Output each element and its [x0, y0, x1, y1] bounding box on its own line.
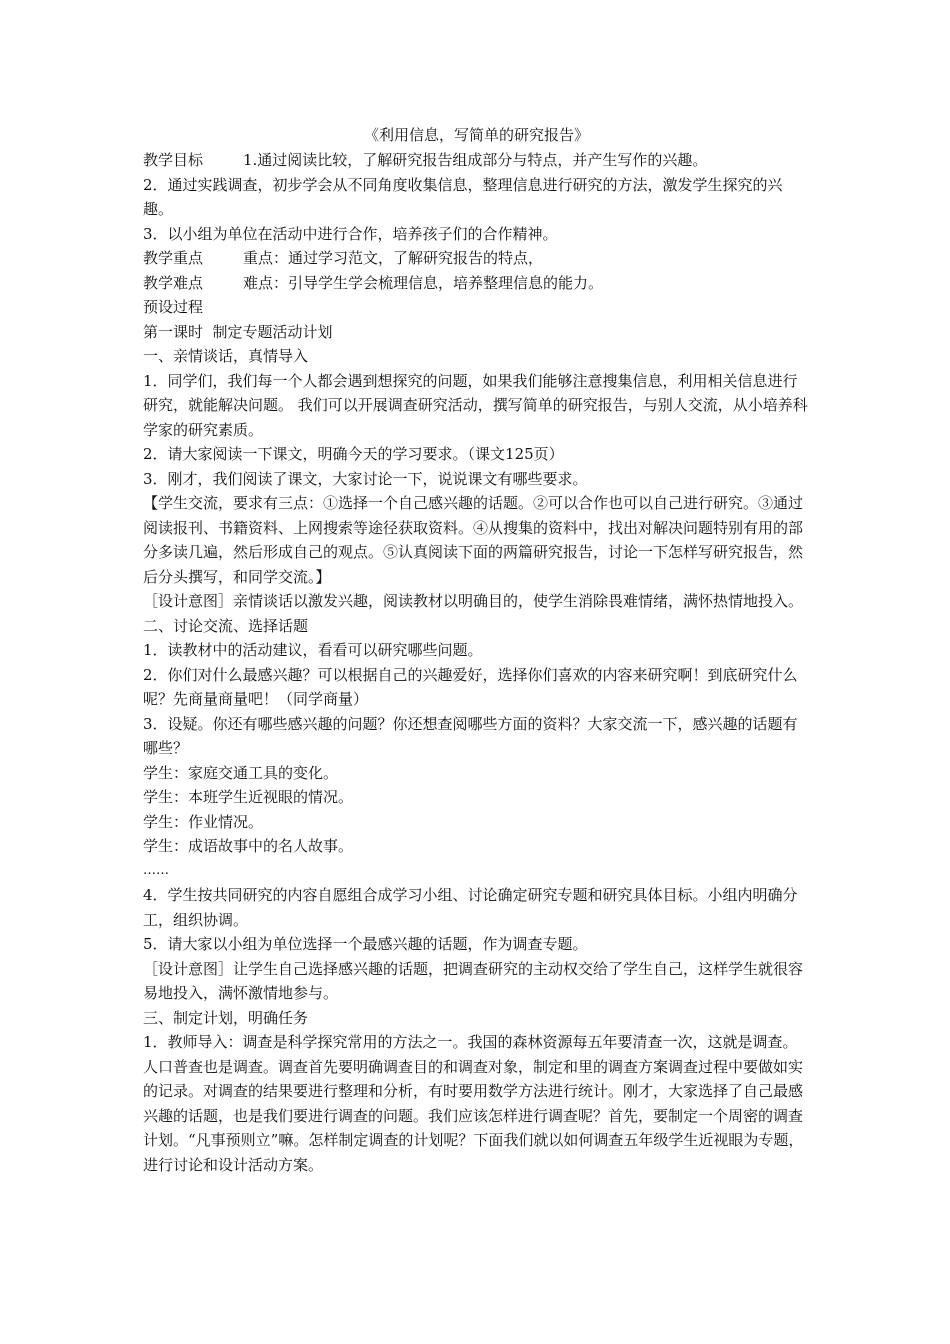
section-2-heading: 二、讨论交流、选择话题 — [143, 616, 309, 635]
section-2-paragraph-2: 2．你们对什么最感兴趣？可以根据自己的兴趣爱好，选择你们喜欢的内容来研究啊！到底研究什么呢？先商量商量吧！（同学商量） — [143, 665, 798, 708]
goals-label: 教学目标 — [143, 151, 204, 169]
student-answer-4: 学生：成语故事中的名人故事。 — [143, 837, 354, 855]
section-2-paragraph-4: 4．学生按共同研究的内容自愿组合成学习小组、讨论确定研究专题和研究具体目标。小组内明确分工，组织协调。 — [143, 886, 798, 929]
goal-2: 2．通过实践调查，初步学会从不同角度收集信息，整理信息进行研究的方法，激发学生探究的兴趣。 — [143, 175, 783, 218]
student-answer-3: 学生：作业情况。 — [143, 812, 264, 831]
goal-3: 3．以小组为单位在活动中进行合作，培养孩子们的合作精神。 — [143, 224, 558, 243]
key-text: 重点：通过学习范文，了解研究报告的特点， — [243, 249, 544, 267]
process-heading: 预设过程 — [143, 298, 204, 316]
section-1-paragraph-1: 1．同学们，我们每一个人都会遇到想探究的问题，如果我们能够注意搜集信息，利用相关信息进行研究，就能解决问题。 我们可以开展调查研究活动，撰写简单的研究报告，与别人交流，从小培养科学家的研究素质。 — [143, 371, 808, 439]
section-2-design-intent: ［设计意图］让学生自己选择感兴趣的话题，把调查研究的主动权交给了学生自己，这样学生就很容易地投入，满怀激情地参与。 — [143, 959, 804, 1002]
ellipsis: …… — [143, 862, 169, 878]
section-1-paragraph-3: 3．刚才，我们阅读了课文，大家讨论一下，说说课文有哪些要求。 — [143, 469, 588, 488]
difficulty-line — [143, 271, 810, 296]
section-2-paragraph-1: 1．读教材中的活动建议，看看可以研究哪些问题。 — [143, 641, 483, 659]
goal-1: 1.通过阅读比较，了解研究报告组成部分与特点，并产生写作的兴趣。 — [243, 151, 708, 169]
section-3-paragraph-1: 1．教师导入：调查是科学探究常用的方法之一。我国的森林资源每五年要清查一次，这就是调查。人口普查也是调查。调查首先要明确调查目的和调查对象，制定和里的调查方案调查过程中要做如实的记录。对调查的结果要进行整理和分析，有时要用数学方法进行统计。刚才，大家选择了自己最感兴趣的话题，也是我们要进行调查的问题。我们应该怎样进行调查呢？首先，要制定一个周密的调查计划。“凡事预则立”嘛。怎样制定调查的计划呢？下面我们就以如何调查五年级学生近视眼为专题，进行讨论和设计活动方案。 — [143, 1033, 804, 1174]
section-1-heading: 一、亲情谈话，真情导入 — [143, 347, 309, 365]
section-1-design-intent: ［设计意图］亲情谈话以激发兴趣，阅读教材以明确目的，使学生消除畏难情绪，满怀热情地投入。 — [143, 592, 804, 610]
key-label: 教学重点 — [143, 249, 204, 267]
section-1-paragraph-2: 2．请大家阅读一下课文，明确今天的学习要求。（课文125页） — [143, 445, 564, 463]
difficulty-text: 难点：引导学生学会梳理信息，培养整理信息的能力。 — [243, 273, 604, 292]
document-page — [143, 123, 810, 1177]
section-2-paragraph-5: 5．请大家以小组为单位选择一个最感兴趣的话题，作为调查专题。 — [143, 935, 588, 953]
student-answer-1: 学生：家庭交通工具的变化。 — [143, 763, 339, 782]
section-3-heading: 三、制定计划，明确任务 — [143, 1008, 309, 1027]
student-answer-2: 学生：本班学生近视眼的情况。 — [143, 788, 354, 806]
lesson-heading: 第一课时 制定专题活动计划 — [143, 322, 333, 341]
teaching-goals-line — [143, 148, 810, 173]
section-1-student-exchange: 【学生交流，要求有三点：①选择一个自己感兴趣的话题。②可以合作也可以自己进行研究。③通过阅读报刊、书籍资料、上网搜索等途径获取资料。④从搜集的资料中，找出对解决问题特别有用的部分多读几遍，然后形成自己的观点。⑤认真阅读下面的两篇研究报告，讨论一下怎样写研究报告，然后分头撰写，和同学交流。】 — [143, 494, 804, 586]
key-point-line — [143, 246, 810, 271]
document-title: 《利用信息，写简单的研究报告》 — [363, 126, 589, 144]
section-2-paragraph-3: 3．设疑。你还有哪些感兴趣的问题？你还想查阅哪些方面的资料？大家交流一下，感兴趣的话题有哪些？ — [143, 714, 798, 757]
difficulty-label: 教学难点 — [143, 273, 204, 292]
